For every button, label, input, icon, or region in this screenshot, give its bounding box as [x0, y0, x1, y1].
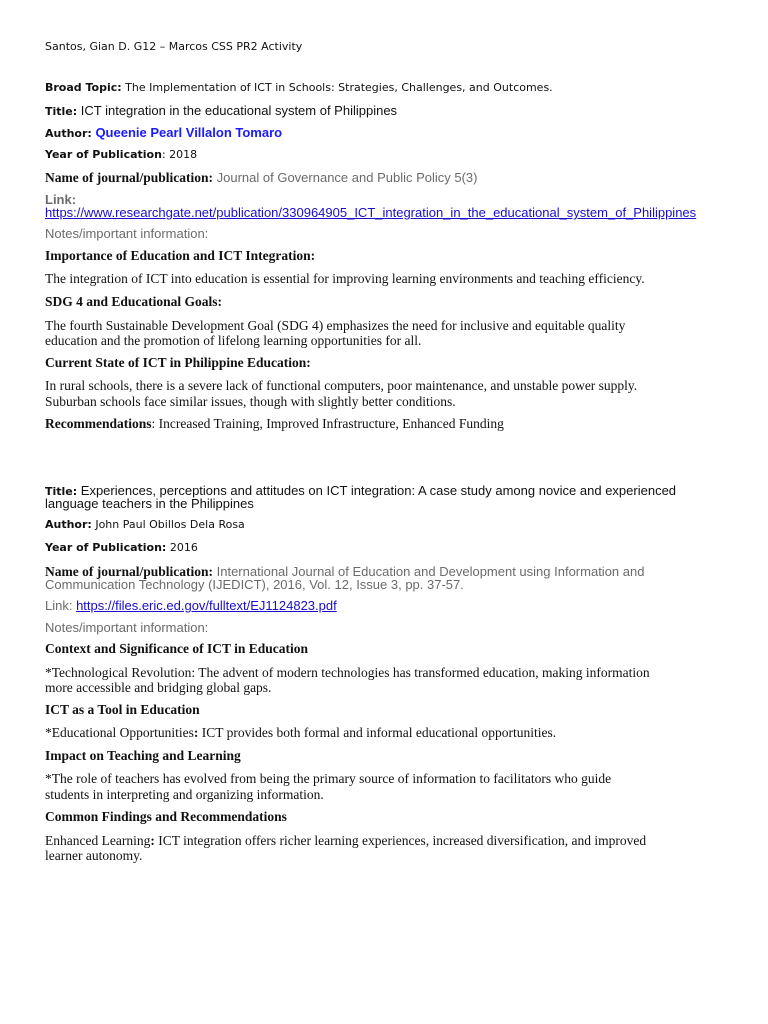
source1-year-label: Year of Publication [45, 148, 162, 161]
source1-link-row [45, 205, 696, 220]
source1-author [45, 124, 282, 142]
document-header: Santos, Gian D. G12 – Marcos CSS PR2 Activity [45, 40, 303, 53]
source1-para-1: The integration of ICT into education is essential for improving learning environments and teaching efficiency. [45, 271, 645, 286]
source1-heading-2: SDG 4 and Educational Goals: [45, 294, 223, 309]
source1-author-label: Author: [45, 127, 92, 140]
source2-author-label: Author: [45, 518, 92, 531]
source2-para-1b: more accessible and bridging global gaps. [45, 680, 272, 695]
source2-title-value-a: Experiences, perceptions and attitudes on ICT integration: A case study among novice and experienced [77, 483, 677, 498]
source1-link-label: Link: [45, 192, 77, 207]
source2-heading-2: ICT as a Tool in Education [45, 702, 200, 717]
source1-para-2a: The fourth Sustainable Development Goal (SDG 4) emphasizes the need for inclusive and equitable quality [45, 318, 626, 333]
source2-para-1a: *Technological Revolution: The advent of modern technologies has transformed education, making information [45, 665, 650, 680]
source2-link[interactable]: https://files.eric.ed.gov/fulltext/EJ1124823.pdf [76, 598, 337, 613]
source2-link-row [45, 598, 337, 613]
source1-heading-3: Current State of ICT in Philippine Education: [45, 355, 311, 370]
source2-para-3a: *The role of teachers has evolved from being the primary source of information to facilitators who guide [45, 771, 612, 786]
source1-para-2b: education and the promotion of lifelong learning opportunities for all. [45, 333, 422, 348]
source1-title-label: Title: [45, 105, 78, 118]
source1-title [45, 102, 397, 120]
source1-notes-label: Notes/important information: [45, 226, 209, 241]
source1-journal-value: Journal of Governance and Public Policy 5(3) [213, 170, 478, 185]
source1-recommendations-label: Recommendations [45, 416, 152, 431]
source1-journal [45, 169, 478, 187]
source2-para-4-colon: : [150, 833, 155, 848]
source1-recommendations [45, 416, 504, 432]
source1-author-value: Queenie Pearl Villalon Tomaro [91, 125, 283, 140]
source1-recommendations-value: : Increased Training, Improved Infrastructure, Enhanced Funding [151, 416, 504, 431]
source2-heading-4: Common Findings and Recommendations [45, 809, 287, 824]
source1-journal-label: Name of journal/publication: [45, 170, 214, 185]
source2-year-label: Year of Publication: [45, 541, 167, 554]
source2-para-4a [45, 833, 646, 849]
broad-topic [45, 81, 553, 94]
source2-para-4b: learner autonomy. [45, 848, 143, 863]
source2-para-2-colon: : [193, 725, 199, 740]
source2-journal-value-a: International Journal of Education and Development using Information and [213, 564, 645, 579]
source2-para-3b: students in interpreting and organizing information. [45, 787, 324, 802]
source2-title-label: Title: [45, 485, 78, 498]
broad-topic-value: The Implementation of ICT in Schools: Strategies, Challenges, and Outcomes. [121, 81, 553, 94]
source2-author-value: John Paul Obillos Dela Rosa [91, 518, 245, 531]
source2-author [45, 518, 245, 531]
source2-para-4-value: ICT integration offers richer learning experiences, increased diversification, and improved [154, 833, 647, 848]
source2-year [45, 541, 198, 554]
source2-notes-label: Notes/important information: [45, 620, 209, 635]
source2-journal-label: Name of journal/publication: [45, 564, 214, 579]
source2-para-2-value: ICT provides both formal and informal educational opportunities. [198, 725, 557, 740]
source2-link-label: Link: [45, 598, 77, 613]
source2-para-2-label: *Educational Opportunities [45, 725, 194, 740]
source1-para-3b: Suburban schools face similar issues, though with slightly better conditions. [45, 394, 456, 409]
source1-year-value: : 2018 [161, 148, 198, 161]
broad-topic-label: Broad Topic: [45, 81, 122, 94]
source2-year-value: 2016 [166, 541, 198, 554]
source1-year [45, 148, 197, 161]
source2-heading-3: Impact on Teaching and Learning [45, 748, 241, 763]
source2-title-value-b: language teachers in the Philippines [45, 496, 254, 511]
source1-heading-1: Importance of Education and ICT Integration: [45, 248, 316, 263]
source1-para-3a: In rural schools, there is a severe lack of functional computers, poor maintenance, and unstable power supply. [45, 378, 638, 393]
source2-para-4-label: Enhanced Learning [45, 833, 151, 848]
source2-heading-1: Context and Significance of ICT in Education [45, 641, 309, 656]
source2-journal-value-b: Communication Technology (IJEDICT), 2016, Vol. 12, Issue 3, pp. 37-57. [45, 577, 464, 592]
source1-title-value: ICT integration in the educational system of Philippines [77, 103, 398, 118]
source2-para-2 [45, 725, 556, 741]
source1-link[interactable]: https://www.researchgate.net/publication/330964905_ICT_integration_in_the_educational_system_of_Philippines [45, 205, 697, 220]
